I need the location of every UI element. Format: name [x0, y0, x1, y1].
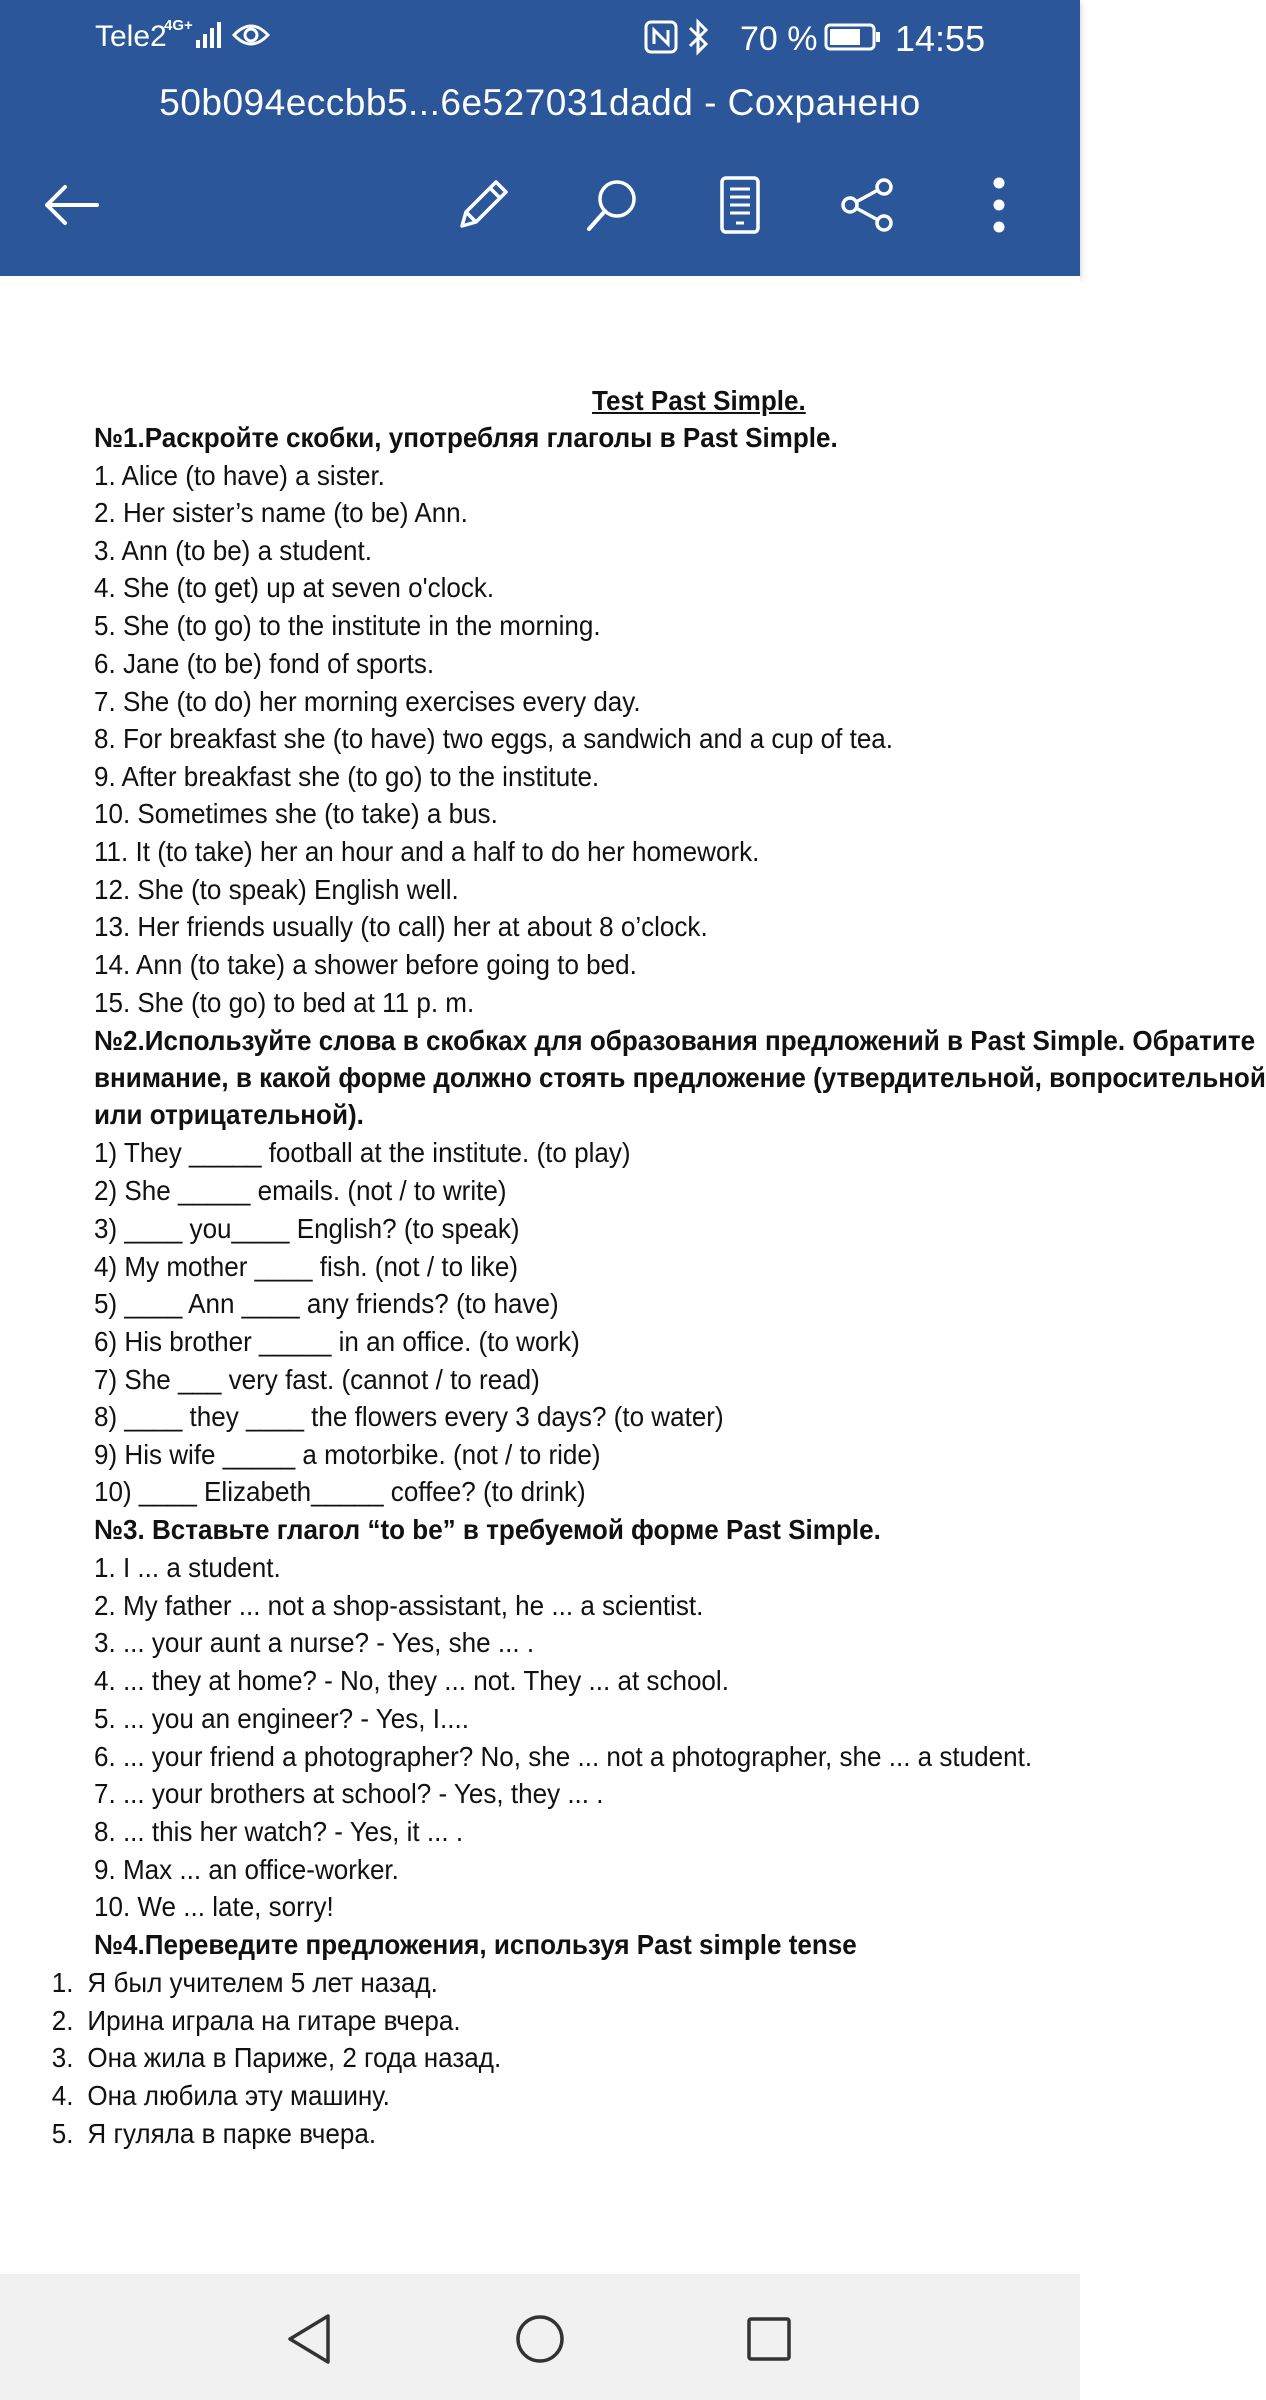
list-text: Она любила эту машину. [87, 2080, 390, 2111]
network-type: 4G+ [164, 17, 193, 34]
list-item: 8) ____ they ____ the flowers every 3 days? (to water) [94, 1401, 724, 1432]
list-item: 10. Sometimes she (to take) a bus. [94, 798, 498, 829]
list-text: Она жила в Париже, 2 года назад. [87, 2042, 502, 2073]
list-item: 3. Ann (to be) a student. [94, 535, 372, 566]
list-item: 3. ... your aunt a nurse? - Yes, she ... . [94, 1627, 535, 1658]
clock: 14:55 [895, 18, 986, 59]
list-number: 4. [51, 2080, 74, 2111]
list-text: Ирина играла на гитаре вчера. [87, 2005, 461, 2036]
list-item: 6) His brother _____ in an office. (to work) [94, 1326, 580, 1357]
list-item: 7. She (to do) her morning exercises every day. [94, 686, 641, 717]
nav-home-button[interactable] [505, 2304, 575, 2374]
document-heading: Test Past Simple. [592, 385, 806, 416]
list-item: 8. ... this her watch? - Yes, it ... . [94, 1816, 464, 1847]
list-item: 13. Her friends usually (to call) her at about 8 o’clock. [94, 911, 708, 942]
list-item: 11. It (to take) her an hour and a half to do her homework. [94, 836, 760, 867]
nav-home-circle-icon [514, 2313, 566, 2365]
list-item: 1. I ... a student. [94, 1552, 281, 1583]
nav-recents-button[interactable] [734, 2304, 804, 2374]
list-item: 4. ... they at home? - No, they ... not. They ... at school. [94, 1665, 729, 1696]
list-number: 5. [51, 2118, 74, 2149]
status-bar [0, 0, 1080, 80]
nav-back-button[interactable] [274, 2304, 344, 2374]
system-nav-bar [0, 2274, 1080, 2400]
document-title: 50b094eccbb5...6e527031dadd - Сохранено [159, 82, 921, 123]
list-number: 2. [51, 2005, 74, 2036]
list-item: 3) ____ you____ English? (to speak) [94, 1213, 520, 1244]
carrier-name: Tele2 [95, 20, 167, 53]
bluetooth-icon [686, 18, 712, 61]
share-icon [838, 175, 898, 235]
section-heading: внимание, в какой форме должно стоять предложение (утвердительной, вопросительной [94, 1062, 1266, 1093]
nav-back-triangle-icon [284, 2312, 334, 2366]
signal-icon [196, 20, 226, 53]
section-heading: №2.Используйте слова в скобках для образования предложений в Past Simple. Обратите [94, 1025, 1256, 1056]
list-item: 7. ... your brothers at school? - Yes, they ... . [94, 1778, 604, 1809]
list-item: 12. She (to speak) English well. [94, 874, 459, 905]
list-item: 14. Ann (to take) a shower before going to bed. [94, 949, 637, 980]
search-button[interactable] [578, 170, 648, 240]
list-number: 3. [51, 2042, 74, 2073]
list-item: 6. ... your friend a photographer? No, she ... not a photographer, she ... a student. [94, 1741, 1033, 1772]
pencil-icon [454, 176, 512, 234]
list-item: 2) She _____ emails. (not / to write) [94, 1175, 507, 1206]
list-item: 4) My mother ____ fish. (not / to like) [94, 1251, 519, 1282]
battery-percent: 70 % [740, 20, 818, 58]
nfc-icon [644, 20, 678, 59]
battery-icon [824, 22, 882, 57]
list-number: 1. [51, 1967, 74, 1998]
list-item: 5. ... you an engineer? - Yes, I.... [94, 1703, 469, 1734]
arrow-left-icon [41, 183, 101, 227]
list-item: 6. Jane (to be) fond of sports. [94, 648, 435, 679]
back-button[interactable] [36, 170, 106, 240]
nav-recents-square-icon [745, 2315, 793, 2363]
mobile-view-icon [718, 175, 762, 235]
section-heading: №3. Вставьте глагол “to be” в требуемой форме Past Simple. [94, 1514, 881, 1545]
search-icon [583, 175, 643, 235]
list-item: 8. For breakfast she (to have) two eggs, a sandwich and a cup of tea. [94, 723, 894, 754]
share-button[interactable] [833, 170, 903, 240]
mobile-view-button[interactable] [705, 170, 775, 240]
list-item: 15. She (to go) to bed at 11 p. m. [94, 987, 475, 1018]
more-options-button[interactable] [964, 170, 1034, 240]
list-item: 2. My father ... not a shop-assistant, he ... a scientist. [94, 1590, 704, 1621]
list-item: 5. She (to go) to the institute in the morning. [94, 610, 601, 641]
section-heading: №1.Раскройте скобки, употребляя глаголы в Past Simple. [94, 422, 838, 453]
list-item: 10) ____ Elizabeth_____ coffee? (to drink) [94, 1476, 586, 1507]
list-item: 9. After breakfast she (to go) to the institute. [94, 761, 600, 792]
list-item: 7) She ___ very fast. (cannot / to read) [94, 1364, 540, 1395]
document-page[interactable] [0, 276, 1266, 2274]
eye-icon [232, 20, 270, 55]
list-text: Я был учителем 5 лет назад. [87, 1967, 438, 1998]
list-item: 2. Her sister’s name (to be) Ann. [94, 497, 468, 528]
app-header [0, 0, 1080, 276]
list-item: 1. Alice (to have) a sister. [94, 460, 385, 491]
more-vertical-icon [991, 177, 1007, 233]
edit-button[interactable] [448, 170, 518, 240]
section-heading: или отрицательной). [94, 1099, 364, 1130]
list-item: 9. Max ... an office-worker. [94, 1854, 399, 1885]
list-item: 1) They _____ football at the institute. (to play) [94, 1137, 631, 1168]
section-heading: №4.Переведите предложения, используя Past simple tense [94, 1929, 857, 1960]
list-item: 4. She (to get) up at seven o'clock. [94, 572, 495, 603]
list-item: 5) ____ Ann ____ any friends? (to have) [94, 1288, 559, 1319]
list-item: 10. We ... late, sorry! [94, 1891, 334, 1922]
list-item: 9) His wife _____ a motorbike. (not / to ride) [94, 1439, 601, 1470]
list-text: Я гуляла в парке вчера. [87, 2118, 377, 2149]
